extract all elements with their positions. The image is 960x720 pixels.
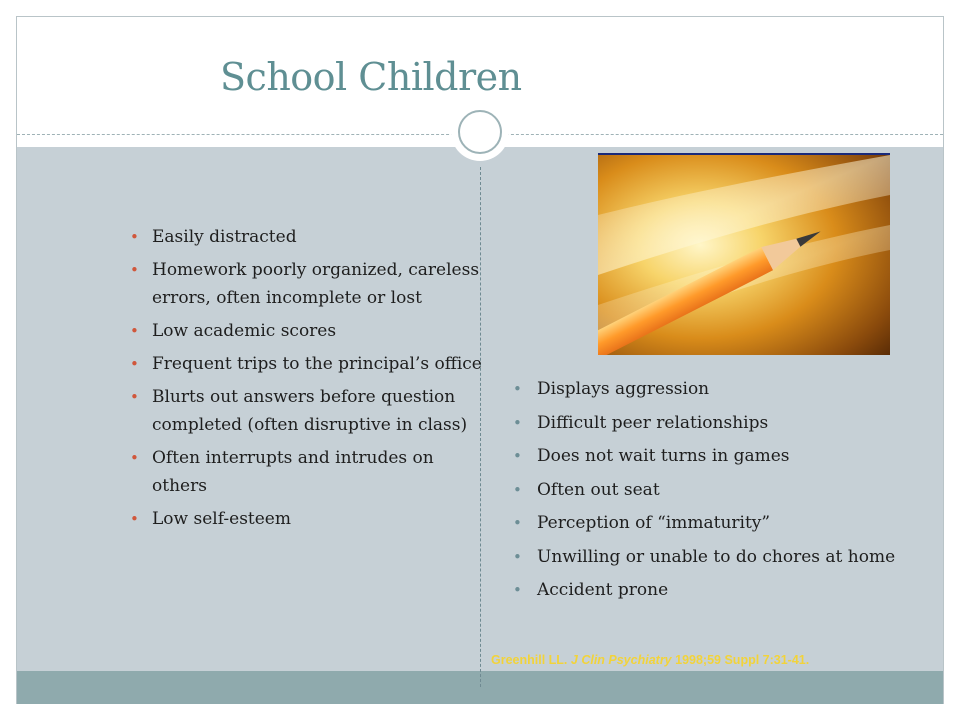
list-item: • Displays aggression [537, 375, 937, 403]
pencil-photo [598, 153, 890, 355]
list-item: • Often out seat [537, 476, 937, 504]
list-item: • Often interrupts and intrudes on others [152, 444, 487, 500]
circle-ornament-icon [451, 103, 509, 161]
list-item: • Blurts out answers before question completed (often disruptive in class) [152, 383, 487, 439]
citation-author: Greenhill LL. [491, 653, 568, 667]
slide-title: School Children [220, 55, 522, 99]
citation-details: 1998;59 Suppl 7:31-41. [675, 653, 810, 667]
list-item: • Homework poorly organized, careless errors, often incomplete or lost [152, 256, 487, 312]
list-item: • Frequent trips to the principal’s office [152, 350, 487, 378]
left-bullet-list [152, 223, 487, 538]
circle-ring [458, 110, 502, 154]
list-item: • Easily distracted [152, 223, 487, 251]
list-item: • Accident prone [537, 576, 937, 604]
citation [491, 653, 809, 667]
citation-journal: J Clin Psychiatry [570, 653, 672, 667]
right-bullet-list [537, 375, 937, 610]
slide-frame [16, 16, 944, 704]
list-item: • Difficult peer relationships [537, 409, 937, 437]
list-item: • Perception of “immaturity” [537, 509, 937, 537]
list-item: • Low self-esteem [152, 505, 487, 533]
list-item: • Low academic scores [152, 317, 487, 345]
list-item: • Unwilling or unable to do chores at home [537, 543, 937, 571]
list-item: • Does not wait turns in games [537, 442, 937, 470]
pencil-icon [598, 155, 890, 355]
